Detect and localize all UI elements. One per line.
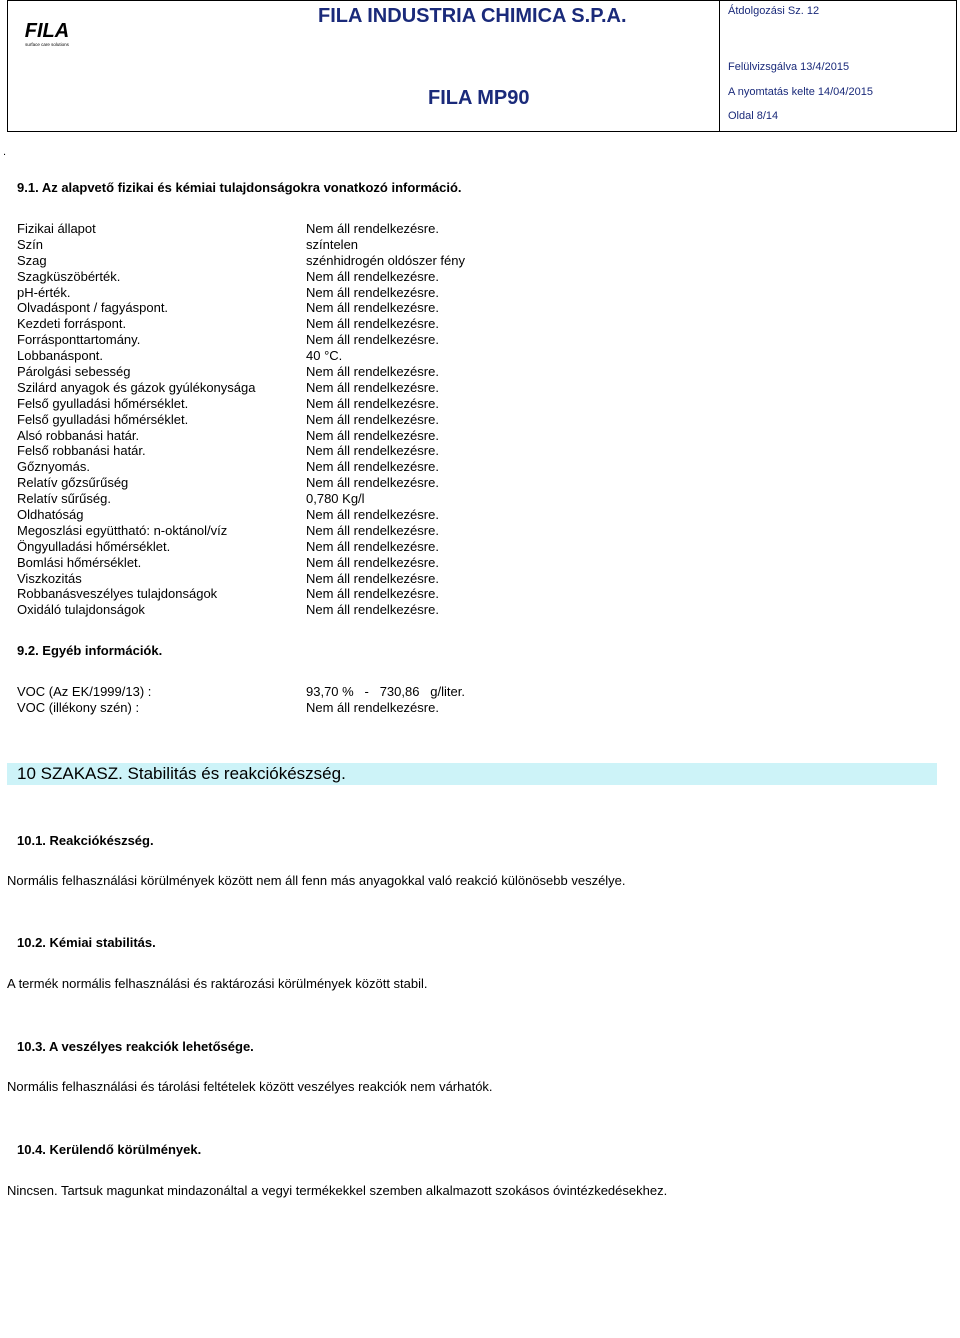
property-value: színtelen	[306, 236, 359, 252]
property-row	[17, 523, 917, 539]
property-value: Nem áll rendelkezésre.	[306, 570, 439, 586]
company-name: FILA INDUSTRIA CHIMICA S.P.A.	[318, 5, 627, 27]
property-value: Nem áll rendelkezésre.	[306, 316, 439, 332]
property-row	[17, 507, 917, 523]
property-label: Bomlási hőmérséklet.	[17, 554, 142, 570]
property-label: pH-érték.	[17, 284, 71, 300]
voc-carbon-value: Nem áll rendelkezésre.	[306, 700, 439, 715]
section-10-3-text: Normális felhasználási és tárolási feltételek között veszélyes reakciók nem várhatók.	[7, 1079, 493, 1094]
header-divider	[719, 1, 720, 131]
voc-ec-label: VOC (Az EK/1999/13) :	[17, 684, 152, 699]
property-row	[17, 475, 917, 491]
property-value: Nem áll rendelkezésre.	[306, 538, 439, 554]
property-value: Nem áll rendelkezésre.	[306, 268, 439, 284]
property-label: Relatív gőzsűrűség	[17, 475, 129, 491]
property-row	[17, 332, 917, 348]
property-row	[17, 602, 917, 618]
section-10-4-text: Nincsen. Tartsuk magunkat mindazonáltal a vegyi termékekkel szemben alkalmazott szokásos óvintézkedésekhez.	[7, 1183, 668, 1198]
property-value: Nem áll rendelkezésre.	[306, 554, 439, 570]
property-row	[17, 571, 917, 587]
section-10-3-heading: 10.3. A veszélyes reakciók lehetősége.	[17, 1039, 254, 1054]
revision-number: Átdolgozási Sz. 12	[728, 5, 820, 17]
property-row	[17, 253, 917, 269]
property-value: Nem áll rendelkezésre.	[306, 332, 439, 348]
section-10-1-text: Normális felhasználási körülmények között nem áll fenn más anyagokkal való reakció különösebb veszélye.	[7, 873, 626, 888]
property-row	[17, 555, 917, 571]
property-label: Szilárd anyagok és gázok gyúlékonysága	[17, 379, 256, 395]
property-label: Oxidáló tulajdonságok	[17, 602, 145, 618]
voc-carbon-label: VOC (illékony szén) :	[17, 700, 140, 715]
print-date: A nyomtatás kelte 14/04/2015	[728, 86, 873, 98]
property-value: Nem áll rendelkezésre.	[306, 221, 439, 236]
property-value: 0,780 Kg/l	[306, 491, 365, 507]
section-10-4-heading: 10.4. Kerülendő körülmények.	[17, 1142, 202, 1157]
logo-wordmark: FILA	[24, 20, 70, 42]
fila-logo	[22, 15, 72, 49]
property-value: Nem áll rendelkezésre.	[306, 459, 439, 475]
document-header	[7, 0, 957, 132]
property-label: Relatív sűrűség.	[17, 491, 111, 507]
property-value: 40 °C.	[306, 348, 343, 364]
logo-cell	[8, 1, 88, 131]
property-value: Nem áll rendelkezésre.	[306, 443, 439, 459]
property-label: Olvadáspont / fagyáspont.	[17, 300, 169, 316]
property-value: Nem áll rendelkezésre.	[306, 379, 439, 395]
property-label: Felső robbanási határ.	[17, 443, 146, 459]
property-value: Nem áll rendelkezésre.	[306, 284, 439, 300]
property-row	[17, 428, 917, 444]
property-row	[17, 237, 917, 253]
property-label: Felső gyulladási hőmérséklet.	[17, 411, 189, 427]
property-value: Nem áll rendelkezésre.	[306, 507, 439, 523]
property-label: Öngyulladási hőmérséklet.	[17, 538, 171, 554]
property-row	[17, 364, 917, 380]
property-label: Szagküszöbérték.	[17, 268, 121, 284]
property-value: Nem áll rendelkezésre.	[306, 427, 439, 443]
page-number: Oldal 8/14	[728, 110, 779, 122]
property-value: Nem áll rendelkezésre.	[306, 475, 439, 491]
property-row	[17, 285, 917, 301]
property-label: Kezdeti forráspont.	[17, 316, 127, 332]
property-label: Oldhatóság	[17, 507, 84, 523]
property-label: Szag	[17, 252, 47, 268]
property-row	[17, 380, 917, 396]
stray-dot: .	[3, 146, 7, 158]
property-row	[17, 396, 917, 412]
property-label: Lobbanáspont.	[17, 348, 104, 364]
property-label: Robbanásveszélyes tulajdonságok	[17, 586, 218, 602]
property-value: Nem áll rendelkezésre.	[306, 602, 439, 618]
property-row	[17, 221, 917, 237]
property-label: Forrásponttartomány.	[17, 332, 141, 348]
property-row	[17, 269, 917, 285]
property-row	[17, 443, 917, 459]
logo-tagline: surface care solutions	[25, 42, 69, 47]
property-row	[17, 491, 917, 507]
voc-ec-value: 93,70 % - 730,86 g/liter.	[306, 684, 465, 699]
property-row	[17, 412, 917, 428]
property-label: Párolgási sebesség	[17, 364, 131, 380]
section-9-2-heading: 9.2. Egyéb információk.	[17, 643, 163, 658]
property-label: Alsó robbanási határ.	[17, 427, 140, 443]
property-value: Nem áll rendelkezésre.	[306, 300, 439, 316]
property-row	[17, 300, 917, 316]
section-10-1-heading: 10.1. Reakciókészség.	[17, 833, 154, 848]
properties-table	[17, 221, 917, 618]
property-label: Gőznyomás.	[17, 459, 90, 475]
property-label: Fizikai állapot	[17, 221, 96, 236]
section-10-2-text: A termék normális felhasználási és raktározási körülmények között stabil.	[7, 976, 428, 991]
property-label: Felső gyulladási hőmérséklet.	[17, 395, 189, 411]
property-row	[17, 316, 917, 332]
property-label: Szín	[17, 236, 44, 252]
property-value: Nem áll rendelkezésre.	[306, 522, 439, 538]
property-label: Megoszlási együttható: n-oktánol/víz	[17, 522, 228, 538]
property-value: Nem áll rendelkezésre.	[306, 364, 439, 380]
section-10-title: 10 SZAKASZ. Stabilitás és reakciókészség.	[17, 764, 346, 783]
product-name: FILA MP90	[428, 87, 530, 109]
property-value: Nem áll rendelkezésre.	[306, 586, 439, 602]
property-label: Viszkozitás	[17, 570, 82, 586]
review-date: Felülvizsgálva 13/4/2015	[728, 61, 850, 73]
section-9-1-heading: 9.1. Az alapvető fizikai és kémiai tulajdonságokra vonatkozó információ.	[17, 180, 462, 195]
property-row	[17, 459, 917, 475]
section-10-bar	[7, 763, 937, 785]
property-value: Nem áll rendelkezésre.	[306, 411, 439, 427]
property-value: Nem áll rendelkezésre.	[306, 395, 439, 411]
property-row	[17, 348, 917, 364]
property-value: szénhidrogén oldószer fény	[306, 252, 465, 268]
property-row	[17, 539, 917, 555]
section-10-2-heading: 10.2. Kémiai stabilitás.	[17, 935, 156, 950]
property-row	[17, 586, 917, 602]
